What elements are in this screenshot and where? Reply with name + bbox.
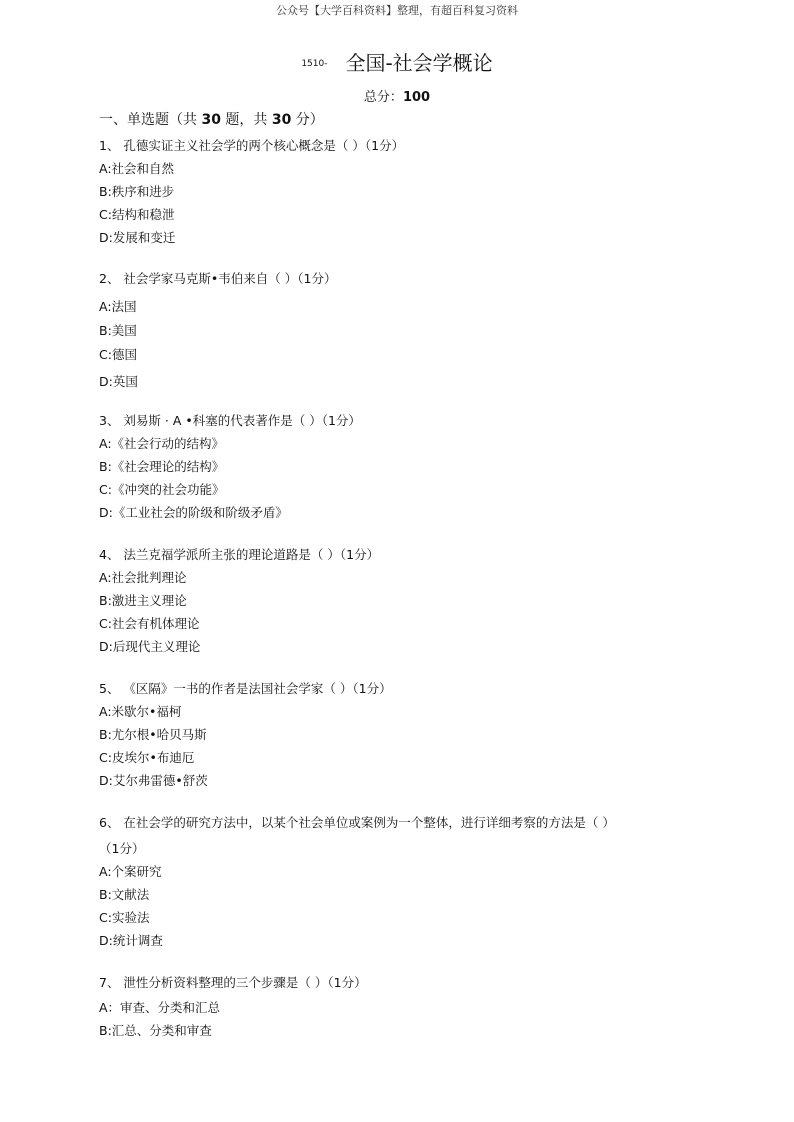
option-b[interactable]: B:文献法 bbox=[99, 887, 150, 902]
option-d[interactable]: D:发展和变迁 bbox=[99, 230, 176, 245]
section-prefix: 一、单选题（共 bbox=[99, 112, 202, 128]
option-b[interactable]: B:秩序和进步 bbox=[99, 184, 175, 199]
section-count: 30 bbox=[201, 112, 221, 128]
option-a[interactable]: A:社会批判理论 bbox=[99, 570, 187, 585]
question-5 bbox=[99, 677, 392, 792]
question-stem: 5、 《区隔》一书的作者是法国社会学家（ ）（1分） bbox=[99, 681, 392, 696]
section-suffix: 分） bbox=[291, 112, 324, 128]
question-stem: 1、 孔德实证主义社会学的两个核心概念是（ ）（1分） bbox=[99, 138, 405, 153]
option-d[interactable]: D:统计调查 bbox=[99, 933, 163, 948]
question-4 bbox=[99, 543, 379, 658]
option-b[interactable]: B:汇总、分类和审查 bbox=[99, 1023, 212, 1038]
option-a[interactable]: A:个案研究 bbox=[99, 864, 162, 879]
option-b[interactable]: B:《社会理论的结构》 bbox=[99, 459, 225, 474]
option-c[interactable]: C:结构和稳泄 bbox=[99, 207, 175, 222]
question-stem: 6、 在社会学的研究方法中，以某个社会单位或案例为一个整体，进行详细考察的方法是（ ） bbox=[99, 815, 615, 830]
option-d[interactable]: D:英国 bbox=[99, 374, 138, 389]
option-b[interactable]: B:尤尔根•哈贝马斯 bbox=[99, 727, 207, 742]
option-a[interactable]: A:《社会行动的结构》 bbox=[99, 436, 225, 451]
section-title bbox=[99, 109, 324, 129]
option-c[interactable]: C:实验法 bbox=[99, 910, 150, 925]
question-7 bbox=[99, 971, 367, 1042]
question-stem-continued: （1分） bbox=[99, 841, 145, 856]
question-6 bbox=[99, 811, 615, 952]
total-score bbox=[0, 86, 794, 105]
option-a[interactable]: A:社会和自然 bbox=[99, 161, 175, 176]
exam-code: 1510- bbox=[301, 58, 328, 69]
option-a[interactable]: A：审查、分类和汇总 bbox=[99, 1000, 221, 1015]
section-points: 30 bbox=[271, 112, 292, 128]
option-c[interactable]: C:皮埃尔•布迪厄 bbox=[99, 750, 195, 765]
option-d[interactable]: D:艾尔弗雷德•舒茨 bbox=[99, 773, 208, 788]
total-value: 100 bbox=[402, 90, 431, 105]
option-b[interactable]: B:美国 bbox=[99, 323, 137, 338]
option-b[interactable]: B:激进主义理论 bbox=[99, 593, 187, 608]
question-2 bbox=[99, 267, 336, 394]
option-d[interactable]: D:后现代主义理论 bbox=[99, 639, 201, 654]
question-stem: 7、 泄性分析资料整理的三个步骤是（ ）（1分） bbox=[99, 975, 367, 990]
header-note: 公众号【大学百科资料】整理，有超百科复习资料 bbox=[276, 4, 518, 17]
total-label: 总分： bbox=[363, 90, 403, 105]
option-a[interactable]: A:法国 bbox=[99, 299, 137, 314]
question-stem: 2、 社会学家马克斯•韦伯来自（ ）（1分） bbox=[99, 271, 337, 286]
question-1 bbox=[99, 134, 404, 249]
option-c[interactable]: C:《冲突的社会功能》 bbox=[99, 482, 225, 497]
exam-title-block bbox=[0, 47, 794, 76]
option-d[interactable]: D:《工业社会的阶级和阶级矛盾》 bbox=[99, 505, 288, 520]
option-c[interactable]: C:社会有机体理论 bbox=[99, 616, 200, 631]
option-a[interactable]: A:米歇尔•福柯 bbox=[99, 704, 182, 719]
question-stem: 4、 法兰克福学派所主张的理论道路是（ ）（1分） bbox=[99, 547, 380, 562]
question-stem: 3、 刘易斯 · A •科塞的代表著作是（ ）（1分） bbox=[99, 413, 361, 428]
question-3 bbox=[99, 409, 361, 524]
section-middle: 题，共 bbox=[220, 112, 272, 128]
option-c[interactable]: C:德国 bbox=[99, 347, 137, 362]
exam-title: 全国-社会学概论 bbox=[345, 51, 493, 75]
